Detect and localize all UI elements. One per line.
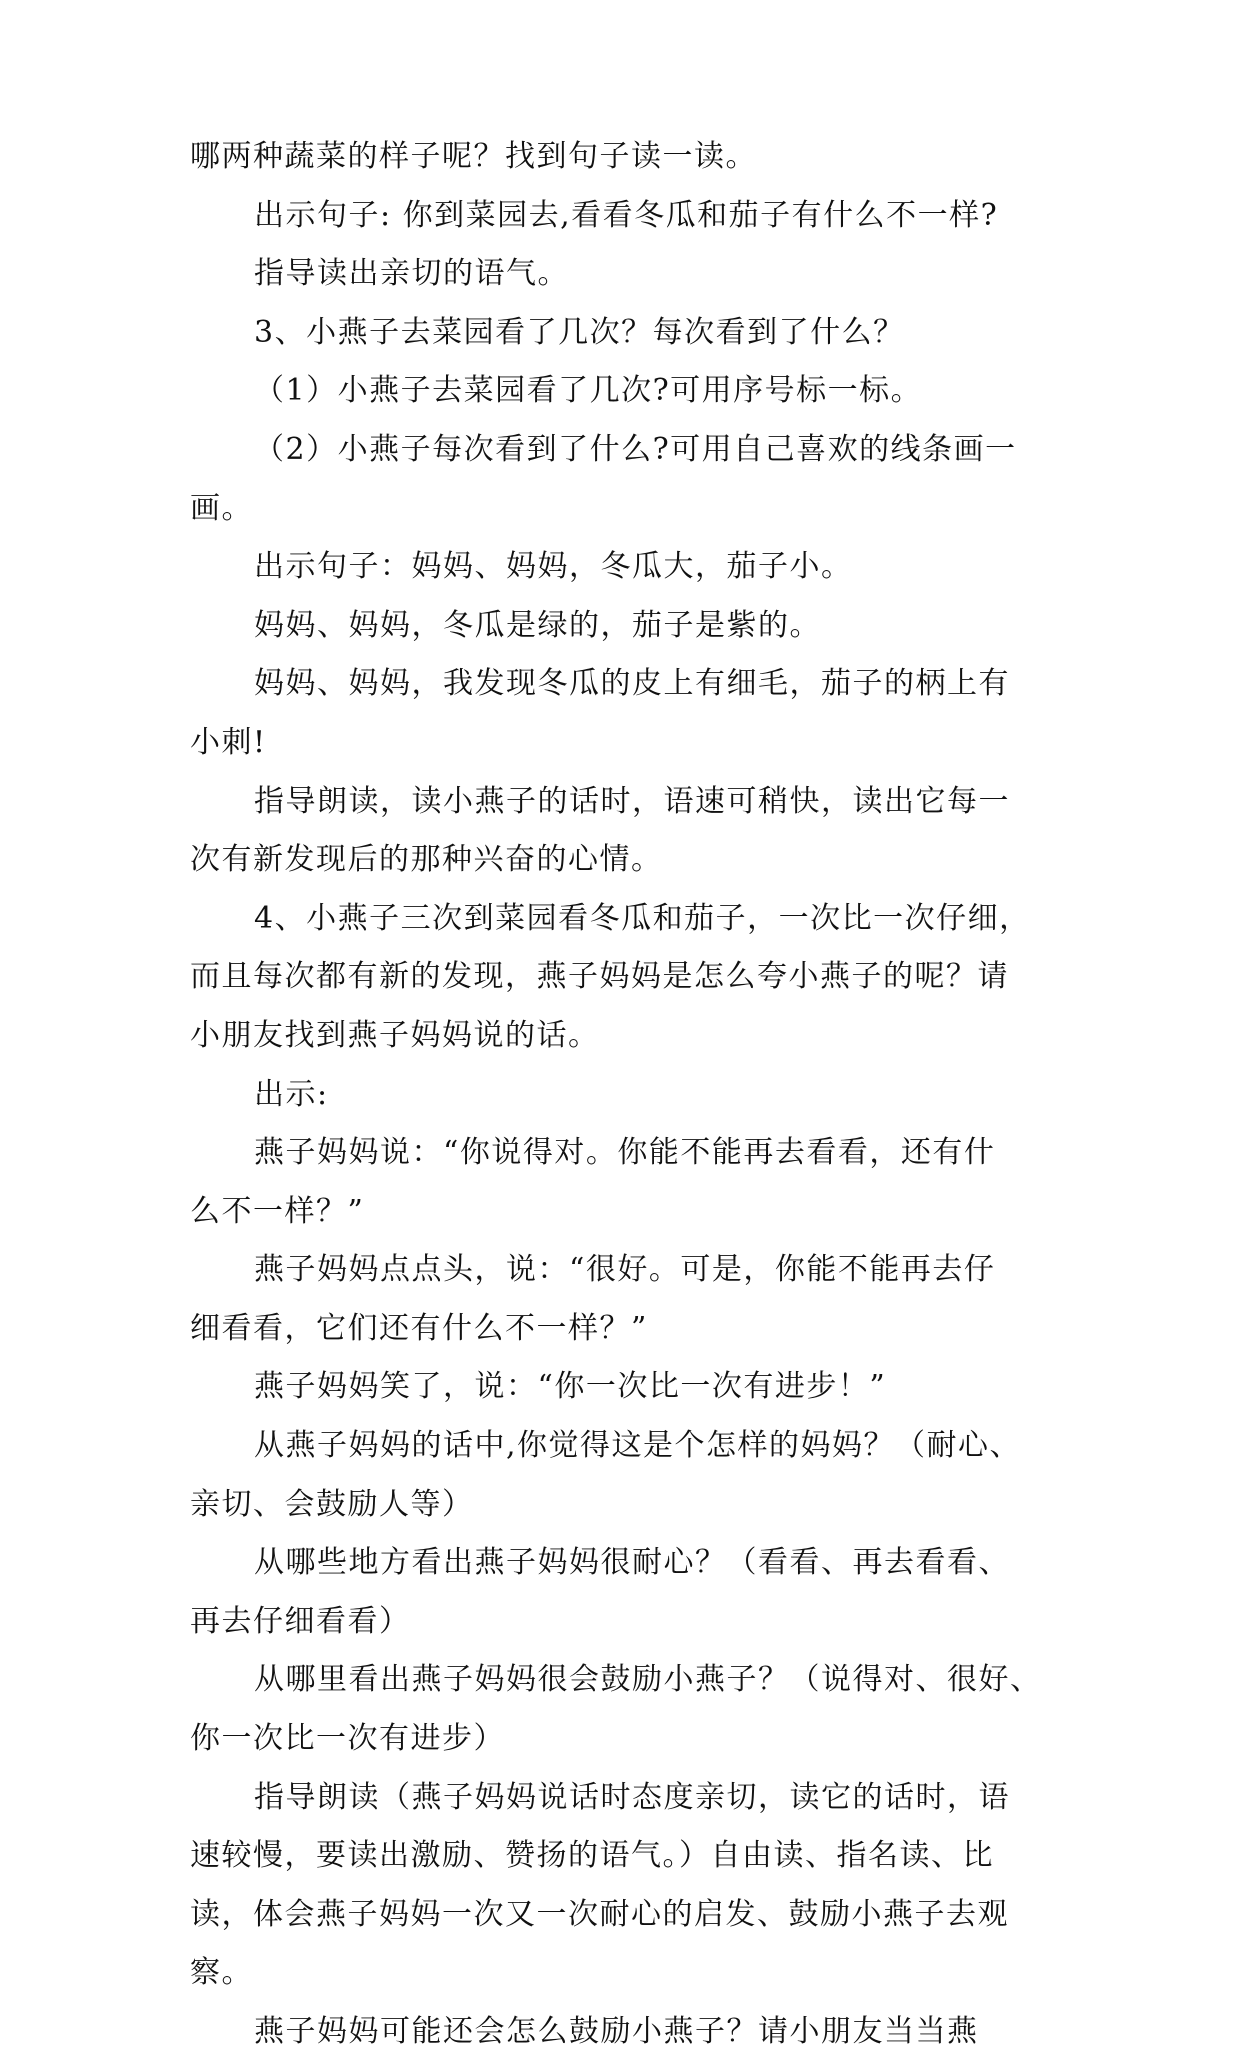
text-line: （1）小燕子去菜园看了几次?可用序号标一标。 xyxy=(254,373,923,409)
text-line: 亲切、会鼓励人等） xyxy=(190,1486,474,1522)
text-line: 而且每次都有新的发现，燕子妈妈是怎么夸小燕子的呢？请 xyxy=(190,959,1009,995)
text-line: 察。 xyxy=(190,1955,253,1991)
text-line: 次有新发现后的那种兴奋的心情。 xyxy=(190,842,663,878)
text-line: 妈妈、妈妈，冬瓜是绿的，茄子是紫的。 xyxy=(254,607,821,643)
text-line: 哪两种蔬菜的样子呢？找到句子读一读。 xyxy=(190,139,757,174)
text-line: 再去仔细看看） xyxy=(190,1603,411,1639)
text-line: （2）小燕子每次看到了什么?可用自己喜欢的线条画一 xyxy=(254,431,1017,467)
text-line: 小朋友找到燕子妈妈说的话。 xyxy=(190,1017,600,1053)
text-line: 指导朗读（燕子妈妈说话时态度亲切，读它的话时，语 xyxy=(254,1779,1010,1815)
text-line: 从燕子妈妈的话中,你觉得这是个怎样的妈妈？（耐心、 xyxy=(254,1428,1022,1464)
text-line: 出示: xyxy=(254,1076,329,1112)
document-page xyxy=(190,128,1060,2062)
text-line: 燕子妈妈可能还会怎么鼓励小燕子？请小朋友当当燕 xyxy=(254,2014,979,2049)
text-line: 4、小燕子三次到菜园看冬瓜和茄子，一次比一次仔细， xyxy=(254,900,1031,936)
text-line: 妈妈、妈妈，我发现冬瓜的皮上有细毛，茄子的柄上有 xyxy=(254,666,1010,702)
text-line: 你一次比一次有进步） xyxy=(190,1721,505,1757)
text-line: 燕子妈妈点点头，说：“很好。可是，你能不能再去仔 xyxy=(254,1252,996,1288)
text-line: 细看看，它们还有什么不一样？” xyxy=(190,1310,648,1346)
text-line: 指导朗读，读小燕子的话时，语速可稍快，读出它每一 xyxy=(254,783,1010,819)
text-line: 读，体会燕子妈妈一次又一次耐心的启发、鼓励小燕子去观 xyxy=(190,1896,1009,1932)
text-line: 从哪些地方看出燕子妈妈很耐心？（看看、再去看看、 xyxy=(254,1545,1010,1581)
text-line: 指导读出亲切的语气。 xyxy=(254,256,569,292)
text-line: 画。 xyxy=(190,490,253,526)
text-line: 从哪里看出燕子妈妈很会鼓励小燕子？（说得对、很好、 xyxy=(254,1662,1042,1698)
text-line: 出示句子: 你到菜园去,看看冬瓜和茄子有什么不一样? xyxy=(254,197,999,233)
text-line: 燕子妈妈说：“你说得对。你能不能再去看看，还有什 xyxy=(254,1135,996,1171)
text-line: 小刺! xyxy=(190,724,267,760)
text-line: 速较慢，要读出激励、赞扬的语气。）自由读、指名读、比 xyxy=(190,1838,994,1874)
text-line: 燕子妈妈笑了，说：“你一次比一次有进步！” xyxy=(254,1369,887,1405)
text-line: 么不一样？” xyxy=(190,1193,365,1229)
text-line: 出示句子：妈妈、妈妈，冬瓜大，茄子小。 xyxy=(254,549,853,585)
text-line: 3、小燕子去菜园看了几次？每次看到了什么？ xyxy=(254,314,905,350)
